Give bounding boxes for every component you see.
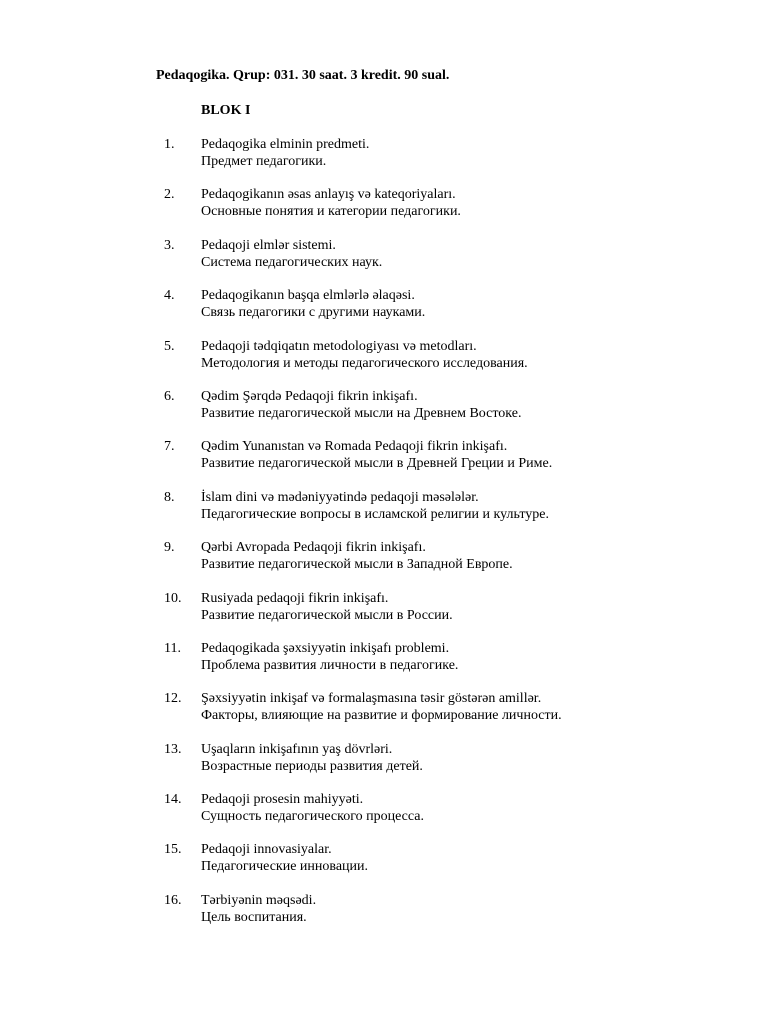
question-text-ru: Сущность педагогического процесса. bbox=[201, 809, 424, 825]
question-number: 10. bbox=[164, 590, 182, 606]
question-text-ru: Цель воспитания. bbox=[201, 909, 307, 925]
question-number: 13. bbox=[164, 741, 182, 757]
question-text-az: Şəxsiyyətin inkişaf və formalaşmasına təsir göstərən amillər. bbox=[201, 691, 542, 707]
question-text-az: Pedaqogikanın əsas anlayış və kateqoriyaları. bbox=[201, 187, 456, 203]
question-item bbox=[0, 539, 768, 589]
question-text bbox=[201, 539, 513, 573]
question-text bbox=[201, 287, 425, 321]
question-item bbox=[0, 438, 768, 488]
question-text-ru: Предмет педагогики. bbox=[201, 154, 327, 169]
question-text-ru: Возрастные периоды развития детей. bbox=[201, 758, 423, 774]
question-item bbox=[0, 640, 768, 690]
question-text bbox=[201, 741, 423, 775]
question-text bbox=[201, 892, 316, 926]
question-number: 5. bbox=[164, 338, 175, 354]
question-text-ru: Развитие педагогической мысли в России. bbox=[201, 607, 453, 623]
question-text-az: Qərbi Avropada Pedaqoji fikrin inkişafı. bbox=[201, 540, 426, 556]
question-number: 12. bbox=[164, 691, 182, 707]
question-text bbox=[201, 791, 424, 825]
question-text-ru: Развитие педагогической мысли в Древней Греции и Риме. bbox=[201, 456, 553, 472]
question-item bbox=[0, 186, 768, 236]
question-text-ru: Педагогические вопросы в исламской религии и культуре. bbox=[201, 506, 549, 522]
question-text-ru: Факторы, влияющие на развитие и формирование личности. bbox=[201, 708, 562, 724]
question-number: 1. bbox=[164, 137, 175, 152]
question-item bbox=[0, 741, 768, 791]
question-item bbox=[0, 690, 768, 740]
question-item bbox=[0, 489, 768, 539]
question-number: 4. bbox=[164, 288, 175, 304]
question-item bbox=[0, 388, 768, 438]
block-heading: BLOK I bbox=[201, 103, 251, 118]
question-item bbox=[0, 287, 768, 337]
question-text-az: İslam dini və mədəniyyətində pedaqoji məsələlər. bbox=[201, 489, 479, 505]
question-text bbox=[201, 489, 549, 523]
question-text bbox=[201, 136, 369, 170]
question-text-ru: Система педагогических наук. bbox=[201, 254, 383, 270]
question-number: 14. bbox=[164, 792, 182, 808]
question-text-az: Pedaqogikanın başqa elmlərlə əlaqəsi. bbox=[201, 288, 415, 304]
question-text-ru: Развитие педагогической мысли на Древнем Востоке. bbox=[201, 405, 522, 421]
question-text bbox=[201, 590, 453, 624]
question-text bbox=[201, 338, 528, 372]
question-text bbox=[201, 841, 368, 875]
question-number: 9. bbox=[164, 540, 175, 556]
question-item bbox=[0, 136, 768, 186]
question-text-az: Rusiyada pedaqoji fikrin inkişafı. bbox=[201, 590, 389, 606]
question-number: 6. bbox=[164, 388, 175, 404]
question-text-az: Pedaqoji elmlər sistemi. bbox=[201, 237, 336, 253]
question-item bbox=[0, 892, 768, 942]
question-number: 2. bbox=[164, 187, 175, 203]
question-item bbox=[0, 338, 768, 388]
document-title: Pedaqogika. Qrup: 031. 30 saat. 3 kredit. 90 sual. bbox=[156, 68, 450, 83]
question-item bbox=[0, 590, 768, 640]
question-text-az: Pedaqogika elminin predmeti. bbox=[201, 137, 370, 152]
question-text-ru: Методология и методы педагогического исследования. bbox=[201, 355, 528, 371]
question-number: 16. bbox=[164, 892, 182, 908]
question-text-az: Pedaqoji prosesin mahiyyəti. bbox=[201, 792, 364, 808]
question-item bbox=[0, 237, 768, 287]
question-number: 11. bbox=[164, 640, 181, 656]
question-number: 15. bbox=[164, 842, 182, 858]
question-text-ru: Основные понятия и категории педагогики. bbox=[201, 204, 461, 220]
question-text-ru: Проблема развития личности в педагогике. bbox=[201, 657, 459, 673]
question-number: 7. bbox=[164, 439, 175, 455]
question-text bbox=[201, 237, 382, 271]
question-text-az: Tərbiyənin məqsədi. bbox=[201, 892, 317, 908]
question-number: 3. bbox=[164, 237, 175, 253]
question-text-ru: Связь педагогики с другими науками. bbox=[201, 305, 426, 321]
question-text-az: Qədim Yunanıstan və Romada Pedaqoji fikrin inkişafı. bbox=[201, 439, 508, 455]
question-text-ru: Педагогические инновации. bbox=[201, 859, 369, 875]
question-text bbox=[201, 690, 562, 724]
question-list bbox=[0, 136, 768, 942]
question-text bbox=[201, 640, 458, 674]
question-text-ru: Развитие педагогической мысли в Западной Европе. bbox=[201, 557, 513, 573]
question-text bbox=[201, 438, 552, 472]
question-text-az: Uşaqların inkişafının yaş dövrləri. bbox=[201, 741, 393, 757]
question-text-az: Pedaqogikada şəxsiyyətin inkişafı problemi. bbox=[201, 640, 450, 656]
question-text-az: Pedaqoji tədqiqatın metodologiyası və metodları. bbox=[201, 338, 477, 354]
question-text bbox=[201, 186, 461, 220]
question-item bbox=[0, 791, 768, 841]
question-item bbox=[0, 841, 768, 891]
question-text bbox=[201, 388, 521, 422]
question-text-az: Qədim Şərqdə Pedaqoji fikrin inkişafı. bbox=[201, 388, 418, 404]
question-text-az: Pedaqoji innovasiyalar. bbox=[201, 842, 332, 858]
question-number: 8. bbox=[164, 489, 175, 505]
